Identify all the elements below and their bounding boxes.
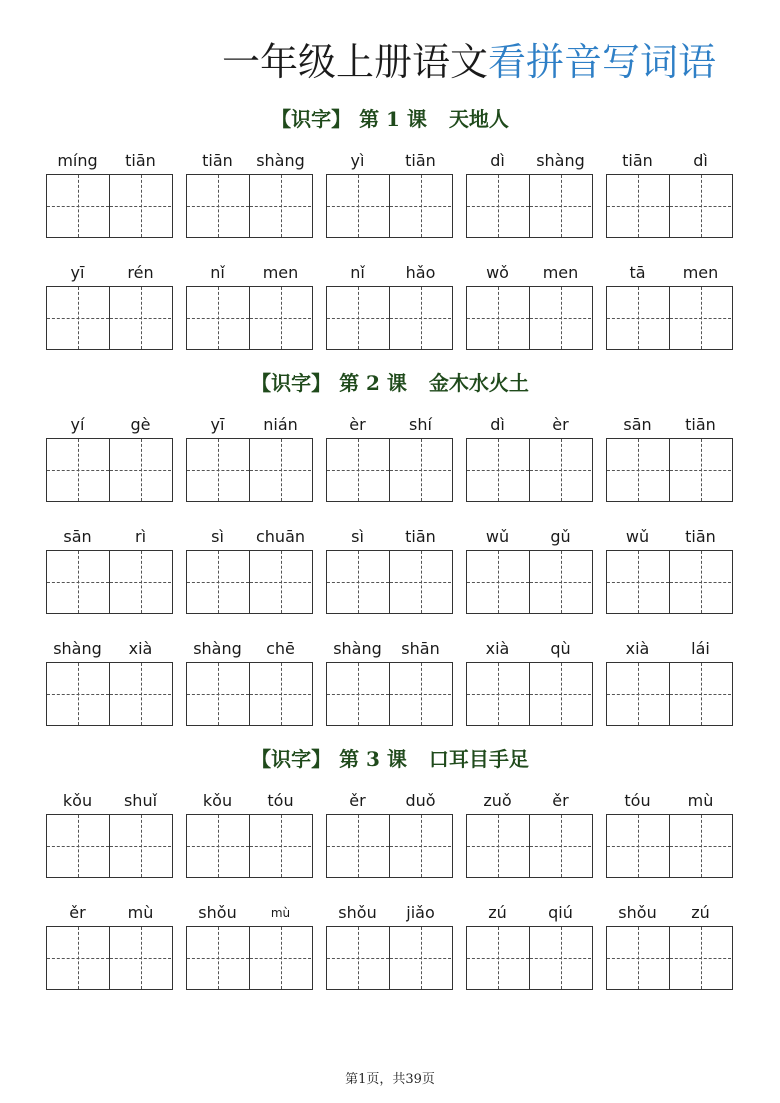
tianzige-cell[interactable] bbox=[389, 175, 451, 237]
pinyin-syllable: tiān bbox=[622, 151, 653, 170]
tianzige-cell[interactable] bbox=[47, 663, 109, 725]
writing-grid bbox=[466, 926, 593, 990]
tianzige-cell[interactable] bbox=[529, 815, 591, 877]
tianzige-cell[interactable] bbox=[327, 551, 389, 613]
tianzige-cell[interactable] bbox=[529, 287, 591, 349]
lesson-name: 天地人 bbox=[448, 107, 509, 131]
section-title bbox=[0, 744, 780, 774]
tianzige-cell[interactable] bbox=[327, 663, 389, 725]
pinyin-line bbox=[326, 526, 453, 550]
lesson-number: 第 1 课 bbox=[359, 107, 427, 131]
word-item bbox=[326, 526, 453, 550]
writing-grid bbox=[606, 926, 733, 990]
word-item bbox=[606, 902, 733, 926]
writing-grid bbox=[606, 286, 733, 350]
word-item bbox=[466, 150, 593, 174]
pinyin-syllable: nǐ bbox=[350, 263, 365, 282]
title-task: 看拼音写词语 bbox=[488, 40, 717, 84]
writing-grid bbox=[46, 926, 173, 990]
tianzige-cell[interactable] bbox=[669, 287, 731, 349]
word-item bbox=[466, 638, 593, 662]
section-title bbox=[0, 104, 780, 134]
pinyin-syllable: sì bbox=[211, 527, 224, 546]
pinyin-syllable: sān bbox=[63, 527, 92, 546]
word-item bbox=[466, 414, 593, 438]
pinyin-syllable: shí bbox=[409, 415, 432, 434]
word-item bbox=[326, 414, 453, 438]
word-item bbox=[466, 526, 593, 550]
tianzige-cell[interactable] bbox=[529, 551, 591, 613]
pinyin-syllable: shǒu bbox=[198, 903, 237, 922]
pinyin-line bbox=[326, 790, 453, 814]
pinyin-line bbox=[46, 526, 173, 550]
pinyin-syllable: wǔ bbox=[485, 527, 510, 546]
pinyin-line bbox=[606, 150, 733, 174]
pinyin-syllable: chē bbox=[266, 639, 295, 658]
pinyin-syllable: rén bbox=[127, 263, 154, 282]
tianzige-cell[interactable] bbox=[607, 927, 669, 989]
section-tag: 【识字】 bbox=[251, 371, 332, 395]
writing-grid bbox=[326, 814, 453, 878]
pinyin-syllable: zú bbox=[488, 903, 507, 922]
pinyin-syllable: dì bbox=[490, 415, 505, 434]
writing-grid bbox=[326, 662, 453, 726]
writing-grid bbox=[466, 814, 593, 878]
tianzige-cell[interactable] bbox=[47, 551, 109, 613]
tianzige-cell[interactable] bbox=[109, 927, 171, 989]
writing-grid bbox=[466, 662, 593, 726]
tianzige-cell[interactable] bbox=[467, 287, 529, 349]
writing-grid bbox=[186, 662, 313, 726]
writing-grid bbox=[186, 286, 313, 350]
pinyin-line bbox=[46, 414, 173, 438]
pinyin-line bbox=[46, 902, 173, 926]
pinyin-syllable: rì bbox=[134, 527, 147, 546]
tianzige-cell[interactable] bbox=[187, 663, 249, 725]
word-item bbox=[326, 262, 453, 286]
tianzige-cell[interactable] bbox=[467, 927, 529, 989]
word-item bbox=[46, 150, 173, 174]
pinyin-line bbox=[46, 150, 173, 174]
tianzige-cell[interactable] bbox=[187, 551, 249, 613]
lesson-number: 第 2 课 bbox=[339, 371, 407, 395]
tianzige-cell[interactable] bbox=[669, 927, 731, 989]
word-item bbox=[46, 414, 173, 438]
pinyin-syllable: mù bbox=[127, 903, 154, 922]
tianzige-cell[interactable] bbox=[47, 439, 109, 501]
pinyin-syllable: tiān bbox=[405, 151, 436, 170]
page-title bbox=[222, 36, 716, 88]
pinyin-line bbox=[326, 638, 453, 662]
tianzige-cell[interactable] bbox=[47, 927, 109, 989]
pinyin-syllable: dì bbox=[490, 151, 505, 170]
section-tag: 【识字】 bbox=[271, 107, 352, 131]
tianzige-cell[interactable] bbox=[607, 663, 669, 725]
tianzige-cell[interactable] bbox=[187, 927, 249, 989]
word-item bbox=[326, 790, 453, 814]
pinyin-syllable: shàng bbox=[256, 151, 305, 170]
writing-grid bbox=[46, 174, 173, 238]
tianzige-cell[interactable] bbox=[389, 927, 451, 989]
pinyin-syllable: tóu bbox=[267, 791, 294, 810]
pinyin-syllable: chuān bbox=[255, 527, 306, 546]
tianzige-cell[interactable] bbox=[109, 439, 171, 501]
tianzige-cell[interactable] bbox=[327, 439, 389, 501]
pinyin-line bbox=[326, 902, 453, 926]
tianzige-cell[interactable] bbox=[249, 439, 311, 501]
tianzige-cell[interactable] bbox=[249, 927, 311, 989]
writing-grid bbox=[186, 926, 313, 990]
pinyin-syllable: yí bbox=[70, 415, 85, 434]
pinyin-syllable: sì bbox=[351, 527, 364, 546]
pinyin-syllable: jiǎo bbox=[406, 903, 435, 922]
section-tag: 【识字】 bbox=[251, 747, 332, 771]
pinyin-line bbox=[326, 414, 453, 438]
pinyin-syllable: gǔ bbox=[550, 527, 571, 546]
tianzige-cell[interactable] bbox=[249, 175, 311, 237]
writing-grid bbox=[606, 550, 733, 614]
word-item bbox=[326, 638, 453, 662]
pinyin-line bbox=[186, 150, 313, 174]
tianzige-cell[interactable] bbox=[607, 287, 669, 349]
pinyin-syllable: tiān bbox=[685, 415, 716, 434]
pinyin-syllable: tóu bbox=[624, 791, 651, 810]
word-item bbox=[186, 262, 313, 286]
tianzige-cell[interactable] bbox=[467, 815, 529, 877]
pinyin-line bbox=[186, 526, 313, 550]
pinyin-line bbox=[606, 262, 733, 286]
word-item bbox=[606, 790, 733, 814]
pinyin-syllable: wǒ bbox=[486, 263, 509, 282]
writing-grid bbox=[186, 174, 313, 238]
word-item bbox=[466, 790, 593, 814]
pinyin-syllable: èr bbox=[552, 415, 569, 434]
pinyin-line bbox=[466, 790, 593, 814]
pinyin-syllable: hǎo bbox=[405, 263, 436, 282]
word-item bbox=[46, 902, 173, 926]
pinyin-line bbox=[606, 902, 733, 926]
pinyin-syllable: ěr bbox=[349, 791, 366, 810]
pinyin-syllable: xià bbox=[625, 639, 650, 658]
pinyin-syllable: nǐ bbox=[210, 263, 225, 282]
pinyin-line bbox=[466, 414, 593, 438]
pinyin-syllable: men bbox=[262, 263, 299, 282]
pinyin-line bbox=[186, 638, 313, 662]
pinyin-syllable: ěr bbox=[69, 903, 86, 922]
pinyin-syllable: kǒu bbox=[62, 791, 93, 810]
word-item bbox=[606, 526, 733, 550]
pinyin-line bbox=[186, 262, 313, 286]
tianzige-cell[interactable] bbox=[529, 663, 591, 725]
pinyin-syllable: yī bbox=[70, 263, 85, 282]
writing-grid bbox=[46, 286, 173, 350]
writing-grid bbox=[186, 550, 313, 614]
pinyin-syllable: tā bbox=[629, 263, 646, 282]
pinyin-syllable: tiān bbox=[405, 527, 436, 546]
pinyin-line bbox=[606, 526, 733, 550]
pinyin-syllable: men bbox=[542, 263, 579, 282]
writing-grid bbox=[466, 174, 593, 238]
pinyin-syllable: shǒu bbox=[338, 903, 377, 922]
pinyin-syllable: zú bbox=[691, 903, 710, 922]
tianzige-cell[interactable] bbox=[249, 815, 311, 877]
pinyin-line bbox=[466, 902, 593, 926]
word-item bbox=[326, 902, 453, 926]
tianzige-cell[interactable] bbox=[607, 551, 669, 613]
tianzige-cell[interactable] bbox=[389, 815, 451, 877]
pinyin-line bbox=[326, 262, 453, 286]
pinyin-syllable: mù bbox=[270, 906, 291, 920]
title-grade: 一年级上册语文 bbox=[222, 40, 489, 84]
pinyin-syllable: gè bbox=[130, 415, 151, 434]
tianzige-cell[interactable] bbox=[467, 551, 529, 613]
pinyin-syllable: tiān bbox=[125, 151, 156, 170]
word-item bbox=[46, 790, 173, 814]
word-item bbox=[606, 150, 733, 174]
word-item bbox=[186, 150, 313, 174]
pinyin-syllable: sān bbox=[623, 415, 652, 434]
pinyin-syllable: shān bbox=[401, 639, 440, 658]
pinyin-syllable: míng bbox=[57, 151, 98, 170]
writing-grid bbox=[326, 550, 453, 614]
word-item bbox=[606, 638, 733, 662]
tianzige-cell[interactable] bbox=[529, 439, 591, 501]
pinyin-syllable: shàng bbox=[53, 639, 102, 658]
tianzige-cell[interactable] bbox=[467, 439, 529, 501]
pinyin-syllable: shàng bbox=[536, 151, 585, 170]
tianzige-cell[interactable] bbox=[669, 439, 731, 501]
writing-grid bbox=[606, 662, 733, 726]
word-item bbox=[186, 638, 313, 662]
tianzige-cell[interactable] bbox=[669, 815, 731, 877]
pinyin-line bbox=[46, 638, 173, 662]
pinyin-syllable: shuǐ bbox=[123, 791, 158, 810]
tianzige-cell[interactable] bbox=[187, 815, 249, 877]
tianzige-cell[interactable] bbox=[389, 551, 451, 613]
tianzige-cell[interactable] bbox=[47, 287, 109, 349]
writing-grid bbox=[466, 438, 593, 502]
pinyin-syllable: shàng bbox=[333, 639, 382, 658]
writing-grid bbox=[46, 814, 173, 878]
tianzige-cell[interactable] bbox=[529, 927, 591, 989]
tianzige-cell[interactable] bbox=[389, 287, 451, 349]
tianzige-cell[interactable] bbox=[109, 175, 171, 237]
tianzige-cell[interactable] bbox=[669, 551, 731, 613]
section-title bbox=[0, 368, 780, 398]
pinyin-line bbox=[186, 414, 313, 438]
pinyin-syllable: èr bbox=[349, 415, 366, 434]
pinyin-line bbox=[186, 790, 313, 814]
pinyin-line bbox=[466, 526, 593, 550]
pinyin-syllable: zuǒ bbox=[483, 791, 512, 810]
pinyin-syllable: qù bbox=[550, 639, 571, 658]
pinyin-syllable: kǒu bbox=[202, 791, 233, 810]
lesson-name: 金木水火土 bbox=[428, 371, 529, 395]
tianzige-cell[interactable] bbox=[607, 815, 669, 877]
word-item bbox=[186, 790, 313, 814]
writing-grid bbox=[466, 550, 593, 614]
tianzige-cell[interactable] bbox=[327, 815, 389, 877]
tianzige-cell[interactable] bbox=[529, 175, 591, 237]
pinyin-line bbox=[186, 902, 313, 926]
tianzige-cell[interactable] bbox=[467, 175, 529, 237]
tianzige-cell[interactable] bbox=[109, 663, 171, 725]
tianzige-cell[interactable] bbox=[249, 663, 311, 725]
pinyin-line bbox=[466, 638, 593, 662]
pinyin-line bbox=[606, 638, 733, 662]
pinyin-line bbox=[326, 150, 453, 174]
tianzige-cell[interactable] bbox=[109, 551, 171, 613]
word-item bbox=[606, 414, 733, 438]
pinyin-syllable: shàng bbox=[193, 639, 242, 658]
writing-grid bbox=[46, 438, 173, 502]
tianzige-cell[interactable] bbox=[669, 175, 731, 237]
tianzige-cell[interactable] bbox=[109, 815, 171, 877]
word-item bbox=[466, 262, 593, 286]
pinyin-line bbox=[466, 150, 593, 174]
tianzige-cell[interactable] bbox=[669, 663, 731, 725]
tianzige-cell[interactable] bbox=[187, 439, 249, 501]
tianzige-cell[interactable] bbox=[249, 287, 311, 349]
word-item bbox=[606, 262, 733, 286]
writing-grid bbox=[606, 438, 733, 502]
tianzige-cell[interactable] bbox=[47, 175, 109, 237]
writing-grid bbox=[606, 814, 733, 878]
pinyin-syllable: nián bbox=[263, 415, 298, 434]
writing-grid bbox=[46, 550, 173, 614]
pinyin-syllable: xià bbox=[485, 639, 510, 658]
word-item bbox=[186, 526, 313, 550]
pinyin-syllable: tiān bbox=[685, 527, 716, 546]
lesson-number: 第 3 课 bbox=[339, 747, 407, 771]
writing-grid bbox=[326, 926, 453, 990]
pinyin-line bbox=[46, 790, 173, 814]
writing-grid bbox=[186, 438, 313, 502]
tianzige-cell[interactable] bbox=[389, 439, 451, 501]
pinyin-syllable: dì bbox=[693, 151, 708, 170]
pinyin-line bbox=[466, 262, 593, 286]
writing-grid bbox=[326, 174, 453, 238]
pinyin-syllable: qiú bbox=[548, 903, 573, 922]
word-item bbox=[46, 526, 173, 550]
pinyin-syllable: tiān bbox=[202, 151, 233, 170]
tianzige-cell[interactable] bbox=[327, 175, 389, 237]
pinyin-line bbox=[606, 790, 733, 814]
tianzige-cell[interactable] bbox=[607, 175, 669, 237]
pinyin-syllable: xià bbox=[128, 639, 153, 658]
pinyin-syllable: shǒu bbox=[618, 903, 657, 922]
writing-grid bbox=[46, 662, 173, 726]
tianzige-cell[interactable] bbox=[389, 663, 451, 725]
word-item bbox=[186, 902, 313, 926]
writing-grid bbox=[186, 814, 313, 878]
writing-grid bbox=[466, 286, 593, 350]
pinyin-syllable: men bbox=[682, 263, 719, 282]
tianzige-cell[interactable] bbox=[187, 287, 249, 349]
tianzige-cell[interactable] bbox=[327, 287, 389, 349]
pinyin-syllable: yì bbox=[350, 151, 365, 170]
page-footer: 第1页，共39页 bbox=[345, 1072, 435, 1087]
writing-grid bbox=[326, 286, 453, 350]
pinyin-syllable: duǒ bbox=[405, 791, 436, 810]
tianzige-cell[interactable] bbox=[249, 551, 311, 613]
pinyin-line bbox=[606, 414, 733, 438]
pinyin-syllable: yī bbox=[210, 415, 225, 434]
tianzige-cell[interactable] bbox=[467, 663, 529, 725]
pinyin-syllable: ěr bbox=[552, 791, 569, 810]
tianzige-cell[interactable] bbox=[187, 175, 249, 237]
pinyin-syllable: mù bbox=[687, 791, 714, 810]
pinyin-syllable: lái bbox=[691, 639, 710, 658]
tianzige-cell[interactable] bbox=[47, 815, 109, 877]
tianzige-cell[interactable] bbox=[607, 439, 669, 501]
word-item bbox=[46, 638, 173, 662]
word-item bbox=[326, 150, 453, 174]
lesson-name: 口耳目手足 bbox=[428, 747, 529, 771]
word-item bbox=[46, 262, 173, 286]
tianzige-cell[interactable] bbox=[109, 287, 171, 349]
tianzige-cell[interactable] bbox=[327, 927, 389, 989]
writing-grid bbox=[326, 438, 453, 502]
pinyin-syllable: wǔ bbox=[625, 527, 650, 546]
word-item bbox=[466, 902, 593, 926]
writing-grid bbox=[606, 174, 733, 238]
pinyin-line bbox=[46, 262, 173, 286]
word-item bbox=[186, 414, 313, 438]
